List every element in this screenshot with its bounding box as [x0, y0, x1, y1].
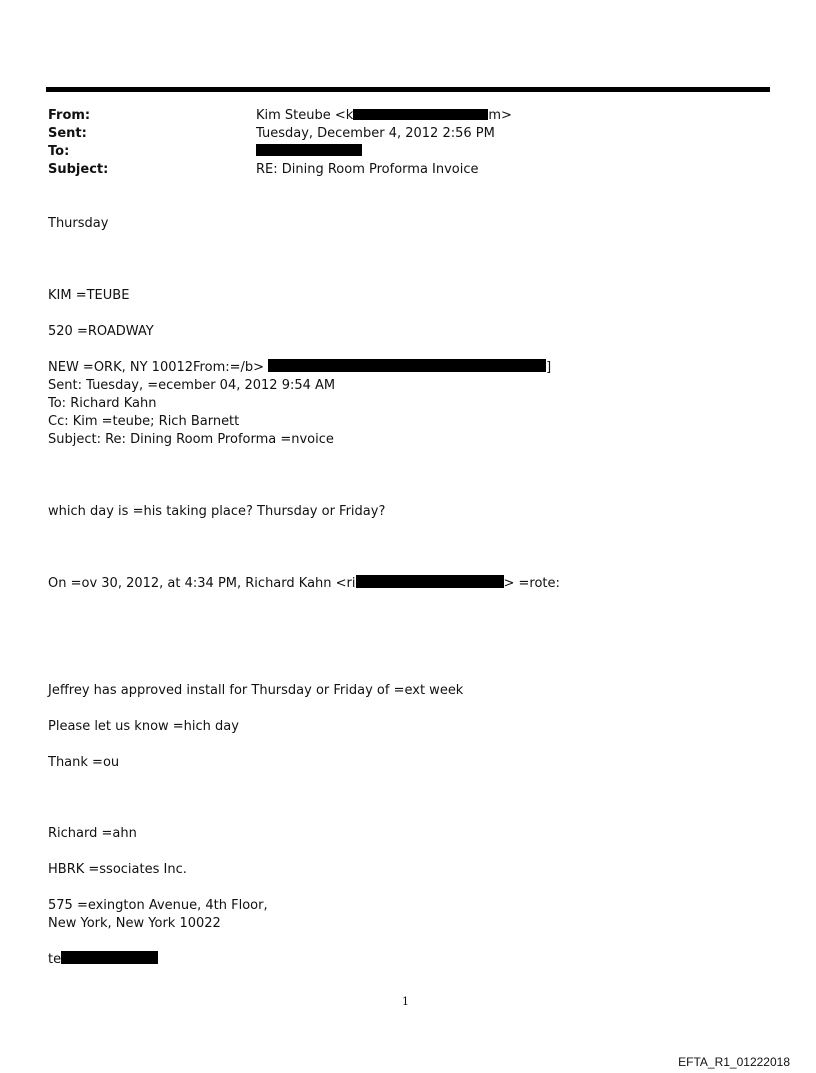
- quoted-from-close-bracket: ]: [546, 360, 552, 375]
- from-name: Kim Steube <k: [256, 108, 354, 123]
- telephone-line: [48, 951, 158, 969]
- body-line-thursday: Thursday: [48, 216, 109, 231]
- let-us-know-line: Please let us know =hich day: [48, 719, 239, 734]
- signature-city-quoted-from: [48, 359, 551, 377]
- to-value: [256, 143, 362, 161]
- sent-value: Tuesday, December 4, 2012 2:56 PM: [256, 126, 495, 141]
- quoted-subject: Subject: Re: Dining Room Proforma =nvoice: [48, 432, 334, 447]
- signature-street: 520 =ROADWAY: [48, 324, 154, 339]
- from-value: [256, 107, 512, 125]
- redaction-block: [256, 144, 362, 156]
- redaction-block: [61, 951, 158, 964]
- redaction-block: [268, 359, 546, 372]
- to-label: To:: [48, 144, 70, 159]
- sent-label: Sent:: [48, 126, 87, 141]
- signature-name: KIM =TEUBE: [48, 288, 130, 303]
- from-email-close: m>: [488, 108, 512, 123]
- quoted-sent: Sent: Tuesday, =ecember 04, 2012 9:54 AM: [48, 378, 336, 393]
- redaction-block: [353, 109, 488, 120]
- on-date-suffix: > =rote:: [503, 576, 560, 591]
- header-divider-rule: [46, 87, 770, 92]
- redaction-block: [356, 575, 504, 588]
- address-line-1: 575 =exington Avenue, 4th Floor,: [48, 898, 268, 913]
- telephone-prefix: te: [48, 952, 62, 967]
- subject-value: RE: Dining Room Proforma Invoice: [256, 162, 479, 177]
- approved-line: Jeffrey has approved install for Thursday or Friday of =ext week: [48, 683, 464, 698]
- document-id: EFTA_R1_01222018: [678, 1055, 790, 1069]
- sender-name: Richard =ahn: [48, 826, 137, 841]
- from-label: From:: [48, 108, 91, 123]
- signature-city-text: NEW =ORK, NY 10012From:=/b>: [48, 360, 265, 375]
- on-date-line: [48, 575, 560, 593]
- address-line-2: New York, New York 10022: [48, 916, 221, 931]
- page-number: 1: [402, 995, 409, 1008]
- quoted-to: To: Richard Kahn: [48, 396, 157, 411]
- quoted-cc: Cc: Kim =teube; Rich Barnett: [48, 414, 240, 429]
- company-name: HBRK =ssociates Inc.: [48, 862, 187, 877]
- on-date-prefix: On =ov 30, 2012, at 4:34 PM, Richard Kahn <ri: [48, 576, 356, 591]
- subject-label: Subject:: [48, 162, 109, 177]
- question-line: which day is =his taking place? Thursday or Friday?: [48, 504, 386, 519]
- thank-you-line: Thank =ou: [48, 755, 120, 770]
